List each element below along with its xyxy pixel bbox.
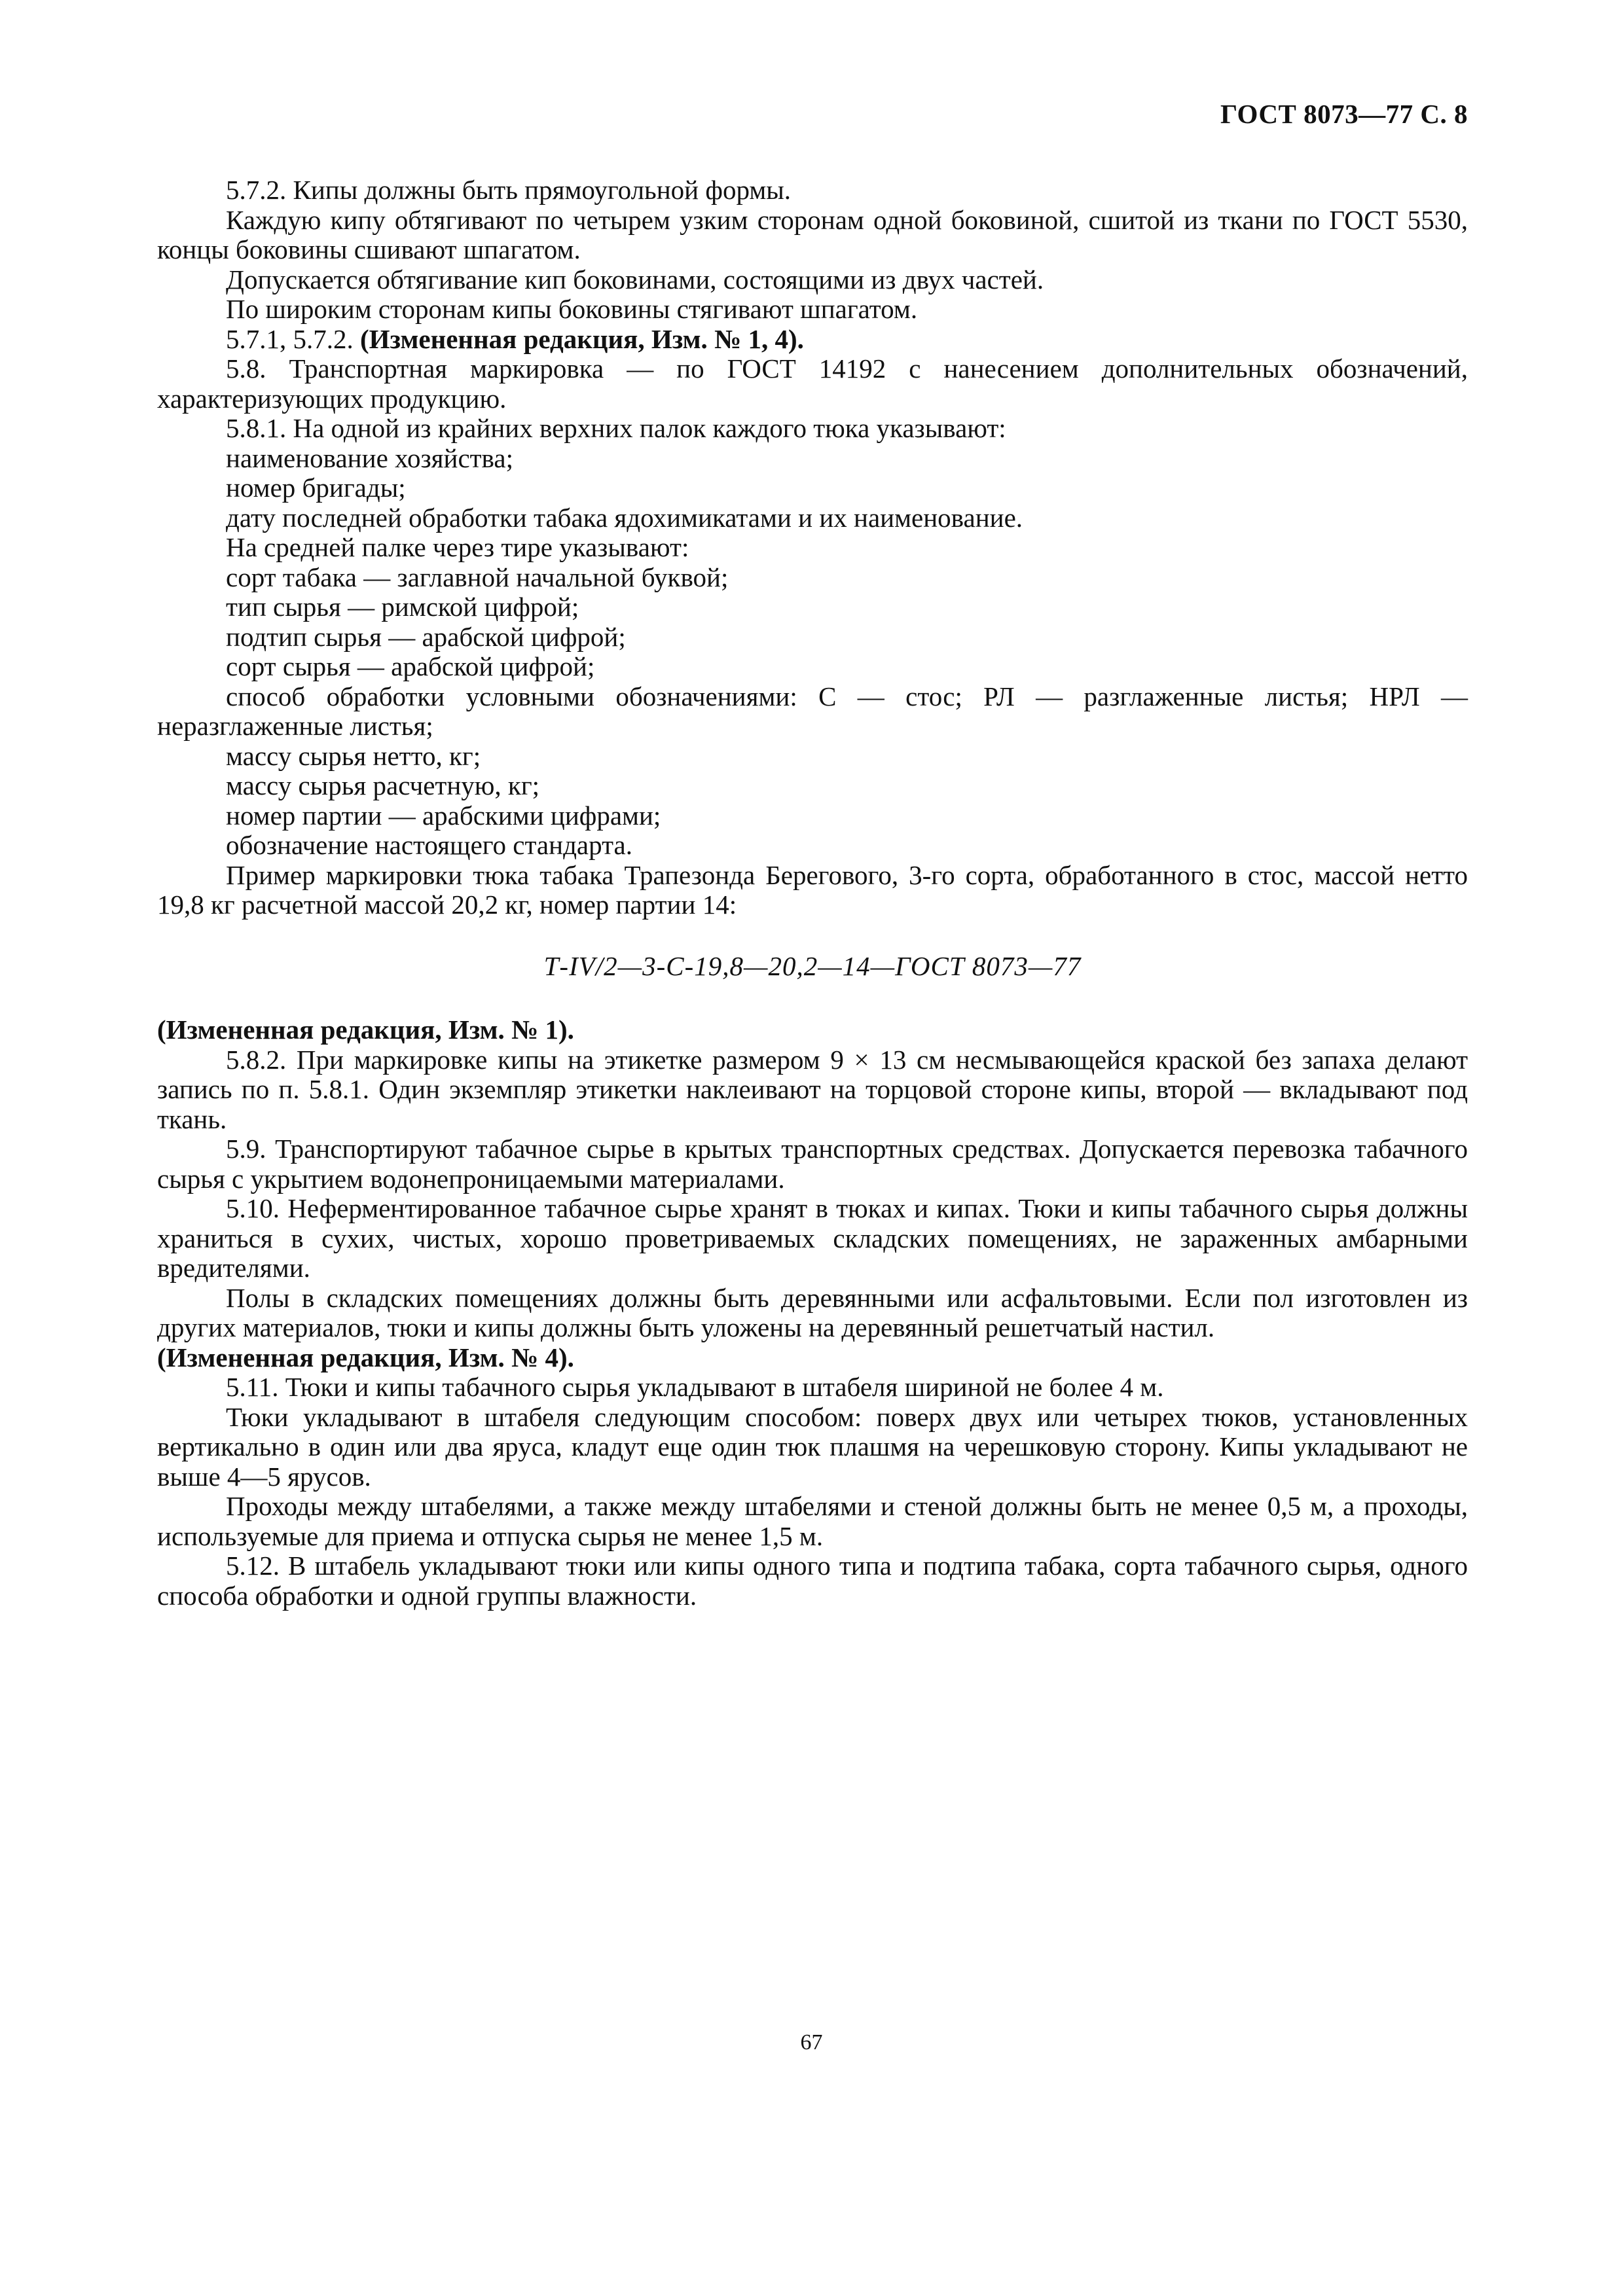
amendment-label: (Измененная редакция, Изм. № 1). bbox=[157, 1014, 574, 1045]
list-item: номер партии — арабскими цифрами; bbox=[226, 800, 661, 831]
list-item: тип сырья — римской цифрой; bbox=[226, 592, 579, 622]
paragraph-5-12: 5.12. В штабель укладывают тюки или кипы одного типа и подтипа табака, сорта табачного сырья, одного способа обработки и одной группы влажности. bbox=[157, 1551, 1468, 1611]
paragraph: Каждую кипу обтягивают по четырем узким сторонам одной боковиной, сшитой из ткани по ГОСТ 5530, концы боковины сшивают шпагатом. bbox=[157, 204, 1468, 264]
paragraph: Полы в складских помещениях должны быть деревянными или асфальтовыми. Если пол изготовлен из других материалов, тюки и кипы должны быть уложены на деревянный решетчатый настил. bbox=[157, 1282, 1468, 1342]
amendment-ref: 5.7.1, 5.7.2. bbox=[226, 323, 360, 354]
list-item: обозначение настоящего стандарта. bbox=[226, 830, 632, 860]
paragraph: Допускается обтягивание кип боковинами, состоящими из двух частей. bbox=[226, 264, 1044, 295]
paragraph-5-11: 5.11. Тюки и кипы табачного сырья укладывают в штабеля шириной не более 4 м. bbox=[226, 1372, 1164, 1402]
page-number: 67 bbox=[800, 2030, 823, 2054]
document-header: ГОСТ 8073—77 С. 8 bbox=[1220, 99, 1468, 129]
amendment-label: (Измененная редакция, Изм. № 1, 4). bbox=[360, 323, 804, 354]
list-item: подтип сырья — арабской цифрой; bbox=[226, 621, 626, 652]
list-item: сорт табака — заглавной начальной буквой; bbox=[226, 562, 729, 592]
list-item: номер бригады; bbox=[226, 473, 406, 503]
paragraph-5-8-2: 5.8.2. При маркировке кипы на этикетке размером 9 × 13 см несмывающейся краской без запаха делают запись по п. 5.8.1. Один экземпляр этикетки наклеивают на торцовой стороне кипы, второй — вкладывают под ткань. bbox=[157, 1044, 1468, 1134]
paragraph-5-7-2: 5.7.2. Кипы должны быть прямоугольной формы. bbox=[226, 175, 792, 205]
paragraph: По широким сторонам кипы боковины стягивают шпагатом. bbox=[226, 294, 918, 324]
list-item: сорт сырья — арабской цифрой; bbox=[226, 651, 595, 681]
paragraph-5-8-1: 5.8.1. На одной из крайних верхних палок каждого тюка указывают: bbox=[226, 413, 1006, 443]
list-item: массу сырья нетто, кг; bbox=[226, 740, 481, 771]
document-body bbox=[157, 175, 1468, 1611]
paragraph-example: Пример маркировки тюка табака Трапезонда Берегового, 3-го сорта, обработанного в стос, массой нетто 19,8 кг расчетной массой 20,2 кг, номер партии 14: bbox=[157, 859, 1468, 920]
list-item: массу сырья расчетную, кг; bbox=[226, 770, 540, 800]
paragraph-5-10: 5.10. Неферментированное табачное сырье хранят в тюках и кипах. Тюки и кипы табачного сырья должны храниться в сухих, чистых, хорошо проветриваемых складских помещениях, не зараженных амбарными вредителями. bbox=[157, 1193, 1468, 1283]
amendment-note bbox=[157, 325, 1468, 355]
paragraph-5-9: 5.9. Транспортируют табачное сырье в крытых транспортных средствах. Допускается перевозка табачного сырья с укрытием водонепроницаемыми материалами. bbox=[157, 1134, 1468, 1194]
list-item: дату последней обработки табака ядохимикатами и их наименование. bbox=[226, 502, 1023, 533]
paragraph-5-8: 5.8. Транспортная маркировка — по ГОСТ 14192 с нанесением дополнительных обозначений, характеризующих продукцию. bbox=[157, 353, 1468, 414]
marking-example-formula: Т-IV/2—3-С-19,8—20,2—14—ГОСТ 8073—77 bbox=[543, 950, 1082, 981]
list-item: наименование хозяйства; bbox=[226, 442, 513, 473]
paragraph: Проходы между штабелями, а также между штабелями и стеной должны быть не менее 0,5 м, а проходы, используемые для приема и отпуска сырья не менее 1,5 м. bbox=[157, 1491, 1468, 1551]
list-item: способ обработки условными обозначениями: С — стос; РЛ — разглаженные листья; НРЛ — неразглаженные листья; bbox=[157, 681, 1468, 741]
amendment-label: (Измененная редакция, Изм. № 4). bbox=[157, 1342, 574, 1372]
paragraph: Тюки укладывают в штабеля следующим способом: поверх двух или четырех тюков, установленных вертикально в один или два яруса, кладут еще один тюк плашмя на черешковую сторону. Кипы укладывают не выше 4—5 ярусов. bbox=[157, 1401, 1468, 1492]
paragraph: На средней палке через тире указывают: bbox=[226, 532, 689, 562]
